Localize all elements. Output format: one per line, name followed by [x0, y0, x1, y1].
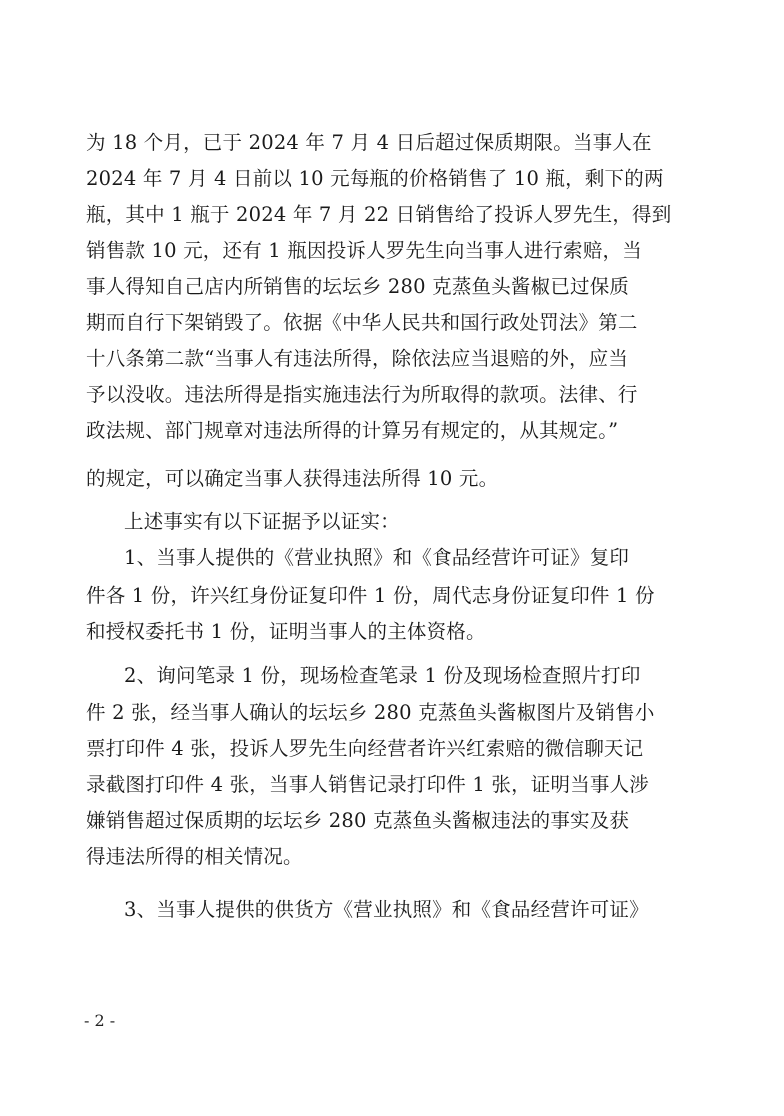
evidence-item-3: 3、当事人提供的供货方《营业执照》和《食品经营许可证》 [124, 898, 649, 921]
paragraph-line: 予以没收。违法所得是指实施违法行为所取得的款项。法律、行 [86, 383, 638, 406]
paragraph-line: 期而自行下架销毁了。依据《中华人民共和国行政处罚法》第二 [86, 311, 638, 334]
paragraph-line: 销售款 10 元，还有 1 瓶因投诉人罗先生向当事人进行索赔，当 [86, 239, 642, 262]
paragraph-line: 十八条第二款“当事人有违法所得，除依法应当退赔的外，应当 [86, 347, 629, 370]
paragraph-line: 政法规、部门规章对违法所得的计算另有规定的，从其规定。” [86, 419, 619, 442]
paragraph-line: 得违法所得的相关情况。 [86, 845, 303, 868]
paragraph-line: 嫌销售超过保质期的坛坛乡 280 克蒸鱼头酱椒违法的事实及获 [86, 809, 630, 832]
evidence-intro: 上述事实有以下证据予以证实： [124, 510, 400, 533]
paragraph-line: 瓶，其中 1 瓶于 2024 年 7 月 22 日销售给了投诉人罗先生，得到 [86, 203, 672, 226]
page-number: - 2 - [84, 1011, 116, 1030]
paragraph-line: 录截图打印件 4 张，当事人销售记录打印件 1 张，证明当事人涉 [86, 773, 650, 796]
paragraph-line: 为 18 个月，已于 2024 年 7 月 4 日后超过保质期限。当事人在 [86, 131, 652, 154]
paragraph-line: 和授权委托书 1 份，证明当事人的主体资格。 [86, 620, 486, 643]
paragraph-line: 票打印件 4 张，投诉人罗先生向经营者许兴红索赔的微信聊天记 [86, 737, 644, 760]
evidence-item-2: 2、询问笔录 1 份，现场检查笔录 1 份及现场检查照片打印 [124, 664, 641, 687]
paragraph-line: 件各 1 份，许兴红身份证复印件 1 份，周代志身份证复印件 1 份 [86, 584, 655, 607]
paragraph-line: 的规定，可以确定当事人获得违法所得 10 元。 [86, 467, 499, 490]
paragraph-line: 件 2 张，经当事人确认的坛坛乡 280 克蒸鱼头酱椒图片及销售小 [86, 701, 655, 724]
paragraph-line: 事人得知自己店内所销售的坛坛乡 280 克蒸鱼头酱椒已过保质 [86, 275, 630, 298]
paragraph-line: 2024 年 7 月 4 日前以 10 元每瓶的价格销售了 10 瓶，剩下的两 [86, 167, 664, 190]
evidence-item-1: 1、当事人提供的《营业执照》和《食品经营许可证》复印 [124, 546, 630, 569]
